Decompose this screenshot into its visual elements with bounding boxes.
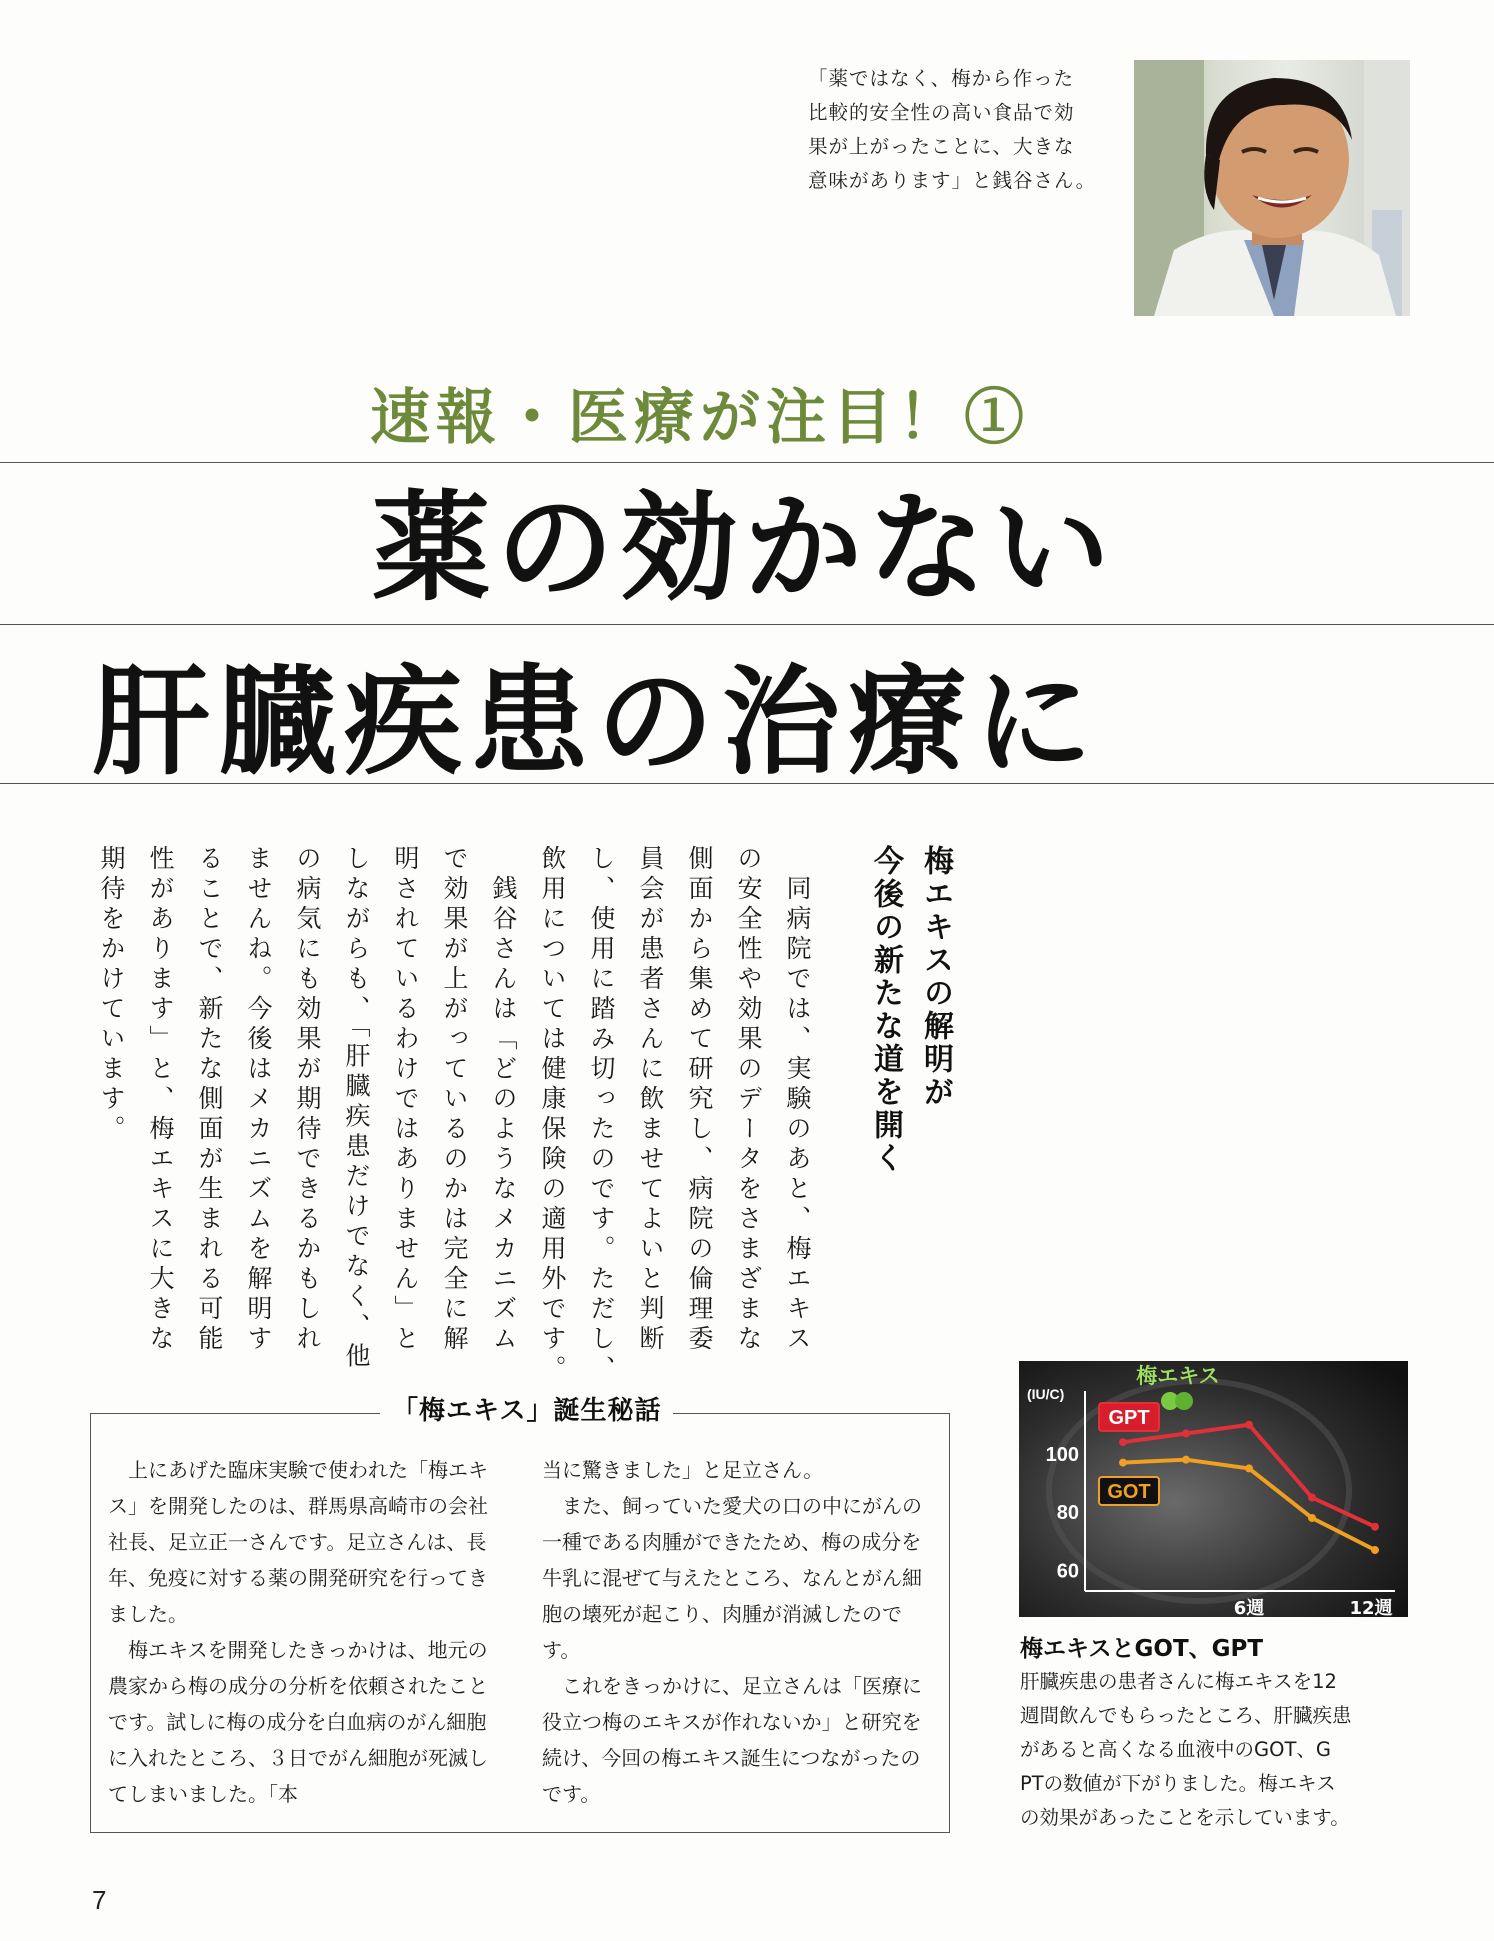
body-line: で効果が上がっているのかは完全に解 xyxy=(440,845,469,1355)
body-line: し、使用に踏み切ったのです。ただし、 xyxy=(587,845,616,1385)
data-point-gpt xyxy=(1371,1523,1379,1531)
portrait-illustration xyxy=(1134,60,1410,316)
body-line: 同病院では、実験のあと、梅エキス xyxy=(783,845,812,1355)
y-axis-label: (IU/C) xyxy=(1027,1386,1065,1402)
data-point-got xyxy=(1371,1546,1379,1554)
y-tick-label: 80 xyxy=(1056,1502,1079,1525)
body-line: の安全性や効果のデータをさまざまな xyxy=(734,845,763,1355)
y-tick-label: 100 xyxy=(1045,1443,1079,1466)
body-line: しながらも、「肝臓疾患だけでなく、他 xyxy=(342,845,371,1373)
story-paragraph: 当に驚きました」と足立さん。 xyxy=(542,1458,824,1482)
legend-label-gpt: GPT xyxy=(1108,1407,1150,1429)
x-tick-label: 12週 xyxy=(1349,1598,1393,1617)
body-line: 銭谷さんは「どのようなメカニズム xyxy=(489,845,518,1355)
subheading-line-2: 今後の新たな道を開く xyxy=(868,845,903,1175)
portrait-photo xyxy=(1134,60,1410,316)
y-tick-label: 60 xyxy=(1056,1560,1079,1583)
story-title: 「梅エキス」誕生秘話 xyxy=(380,1390,673,1427)
chart-caption-line: 週間飲んでもらったところ、肝臓疾患 xyxy=(1020,1704,1352,1727)
story-column-1 xyxy=(108,1452,498,1812)
body-line: ることで、新たな側面が生まれる可能 xyxy=(195,845,224,1355)
chart-caption-line: PTの数値が下がりました。梅エキス xyxy=(1020,1772,1336,1795)
article-body xyxy=(87,845,822,1385)
chart-caption-line: 肝臓疾患の患者さんに梅エキスを12 xyxy=(1020,1670,1337,1693)
chart-caption xyxy=(1020,1665,1412,1835)
plum-icon xyxy=(1175,1392,1193,1410)
body-line: 性があります」と、梅エキスに大きな xyxy=(146,845,175,1355)
story-paragraph: 梅エキスを開発したきっかけは、地元の農家から梅の成分の分析を依頼されたことです。試しに梅の成分を白血病のがん細胞に入れたところ、３日でがん細胞が死滅してしまいました。「本 xyxy=(108,1638,488,1806)
photo-caption-line: 意味があります」と銭谷さん。 xyxy=(808,169,1097,192)
body-line: ませんね。今後はメカニズムを解明す xyxy=(244,845,273,1355)
legend-label-got: GOT xyxy=(1107,1481,1151,1503)
body-line: 員会が患者さんに飲ませてよいと判断 xyxy=(636,845,665,1355)
chart-caption-line: があると高くなる血液中のGOT、G xyxy=(1020,1738,1331,1761)
photo-caption-line: 果が上がったことに、大きな xyxy=(808,135,1075,158)
body-line: の病気にも効果が期待できるかもしれ xyxy=(293,845,322,1355)
body-line: 側面から集めて研究し、病院の倫理委 xyxy=(685,845,714,1355)
divider-rule xyxy=(0,462,1494,463)
chart-caption-line: の効果があったことを示しています。 xyxy=(1020,1806,1350,1829)
annotation-label: 梅エキス xyxy=(1136,1364,1220,1388)
kicker-heading: 速報・医療が注目！① xyxy=(370,383,1030,453)
divider-rule xyxy=(0,624,1494,625)
story-paragraph: また、飼っていた愛犬の口の中にがんの一種である肉腫ができたため、梅の成分を牛乳に混ぜて与えたところ、なんとがん細胞の壊死が起こり、肉腫が消滅したのです。 xyxy=(542,1494,922,1662)
chart-caption-title: 梅エキスとGOT、GPT xyxy=(1020,1636,1264,1662)
body-line: 明されているわけではありません」と xyxy=(391,845,420,1355)
data-point-gpt xyxy=(1182,1429,1190,1437)
page-number: 7 xyxy=(92,1885,107,1915)
data-point-got xyxy=(1308,1514,1316,1522)
headline-line-2: 肝臓疾患の治療に xyxy=(92,652,1101,791)
data-point-gpt xyxy=(1245,1421,1253,1429)
article-subheading xyxy=(860,845,960,1265)
got-gpt-chart xyxy=(1019,1361,1408,1617)
x-tick-label: 6週 xyxy=(1233,1598,1265,1617)
data-point-got xyxy=(1119,1459,1127,1467)
data-point-gpt xyxy=(1308,1494,1316,1502)
story-paragraph: これをきっかけに、足立さんは「医療に役立つ梅のエキスが作れないか」と研究を続け、今回の梅エキス誕生につながったのです。 xyxy=(542,1674,922,1806)
story-column-2 xyxy=(542,1452,932,1812)
subheading-line-1: 梅エキスの解明が xyxy=(918,845,953,1109)
data-point-gpt xyxy=(1119,1438,1127,1446)
photo-caption-line: 「薬ではなく、梅から作った xyxy=(808,67,1075,90)
story-paragraph: 上にあげた臨床実験で使われた「梅エキス」を開発したのは、群馬県高崎市の会社社長、足立正一さんです。足立さんは、長年、免疫に対する薬の開発研究を行ってきました。 xyxy=(108,1458,488,1626)
body-line: 飲用については健康保険の適用外です。 xyxy=(538,845,567,1385)
divider-rule xyxy=(0,783,1494,784)
photo-caption-line: 比較的安全性の高い食品で効 xyxy=(808,101,1075,124)
body-line: 期待をかけています。 xyxy=(97,845,126,1145)
data-point-got xyxy=(1182,1456,1190,1464)
data-point-got xyxy=(1245,1464,1253,1472)
photo-caption xyxy=(808,62,1120,198)
headline-line-1: 薬の効かない xyxy=(372,478,1117,617)
